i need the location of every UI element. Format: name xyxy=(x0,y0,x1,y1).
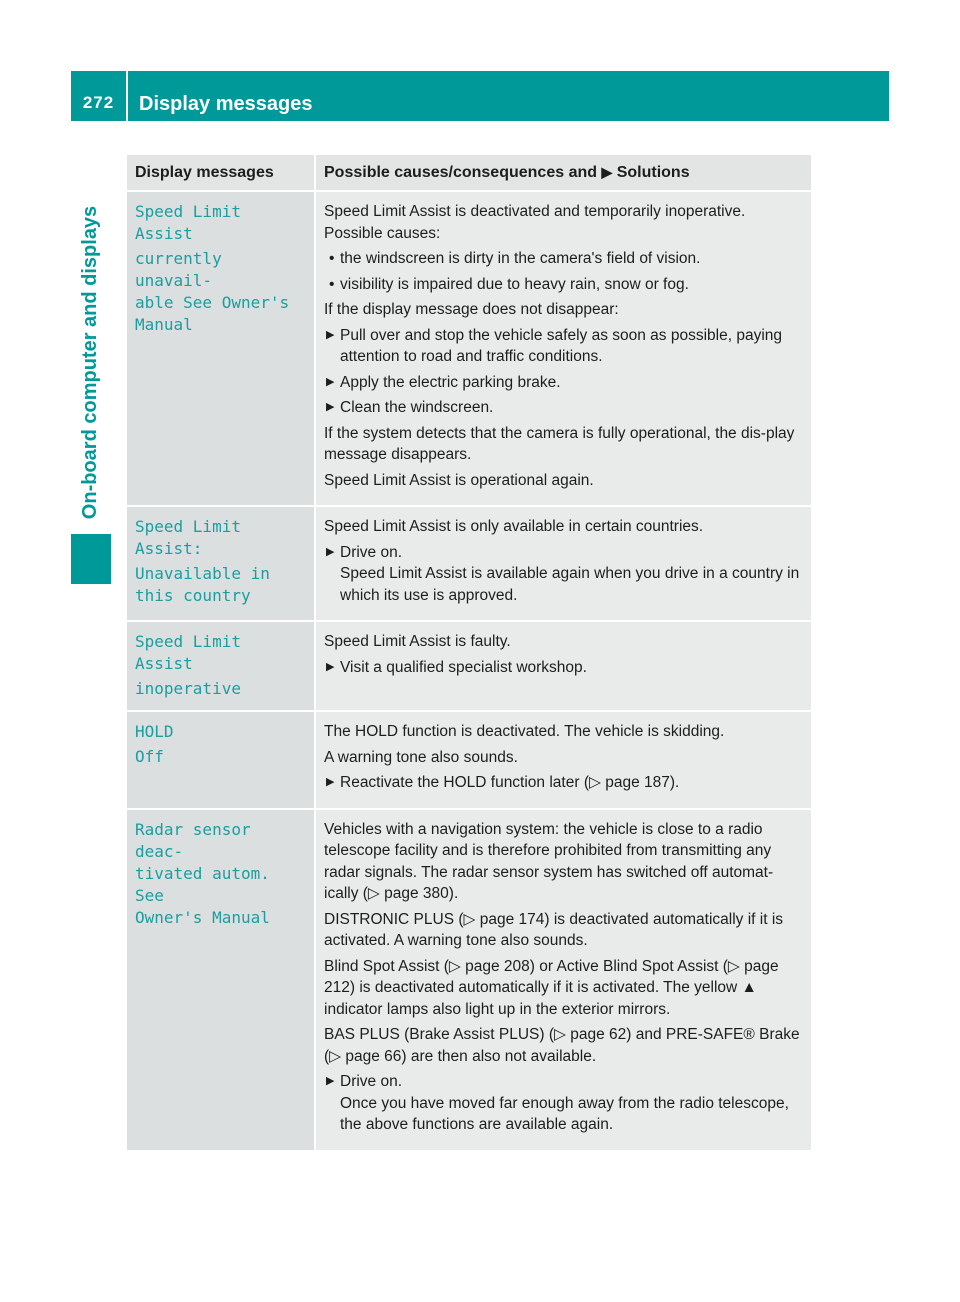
display-message-text: inoperative xyxy=(135,679,241,698)
column-header-solutions xyxy=(315,155,811,191)
action-step xyxy=(324,372,804,394)
step-result-text: Once you have moved far enough away from the radio telescope, the above functions are available again. xyxy=(340,1094,789,1133)
paragraph-text: DISTRONIC PLUS (▷ page 174) is deactivated automatically if it is activated. A warning tone also sounds. xyxy=(324,910,784,949)
table-row xyxy=(127,711,811,809)
paragraph-text: Reactivate the HOLD function later (▷ page 187). xyxy=(340,774,680,791)
paragraph xyxy=(324,423,804,466)
paragraph xyxy=(324,909,804,952)
display-message-text: Radar sensor deac- tivated autom. See Owner's Manual xyxy=(135,819,270,927)
solution-cell xyxy=(315,506,811,621)
paragraph xyxy=(324,470,804,492)
solution-cell xyxy=(315,711,811,809)
page-title: Display messages xyxy=(139,93,313,115)
paragraph-text: A warning tone also sounds. xyxy=(324,748,518,766)
bullet-item xyxy=(324,274,804,296)
message-cell xyxy=(127,191,315,506)
paragraph-text: The HOLD function is deactivated. The vehicle is skidding. xyxy=(324,723,725,740)
bullet-item xyxy=(324,248,804,270)
table-row xyxy=(127,506,811,621)
paragraph xyxy=(324,819,804,905)
display-message-text: Off xyxy=(135,747,164,766)
message-cell xyxy=(127,506,315,621)
action-step xyxy=(324,1071,804,1136)
action-step xyxy=(324,397,804,419)
display-message-text: HOLD xyxy=(135,722,174,741)
solution-cell xyxy=(315,621,811,711)
paragraph xyxy=(324,516,804,538)
message-cell xyxy=(127,809,315,1151)
solution-cell xyxy=(315,809,811,1151)
action-step xyxy=(324,772,804,794)
display-message-text: Speed Limit Assist xyxy=(135,632,241,673)
table-row xyxy=(127,621,811,711)
table-header-row xyxy=(127,155,811,191)
display-message-text: Speed Limit Assist xyxy=(135,202,241,243)
solution-cell xyxy=(315,191,811,506)
side-tab xyxy=(71,140,111,584)
column-header-solutions-suffix: Solutions xyxy=(616,164,690,181)
paragraph-text: Vehicles with a navigation system: the vehicle is close to a radio telescope facility and is therefore prohibited from transmitting any radar signals. The radar sensor system has switched off automat-ically (▷ page 380). xyxy=(324,820,774,902)
paragraph-text: Apply the electric parking brake. xyxy=(340,373,561,391)
paragraph-text: visibility is impaired due to heavy rain, snow or fog. xyxy=(340,275,689,293)
step-arrow-icon: ▶ xyxy=(601,164,613,180)
table-row xyxy=(127,191,811,506)
action-step xyxy=(324,325,804,368)
display-message-text: Unavailable in this country xyxy=(135,564,270,605)
paragraph-text: Pull over and stop the vehicle safely as soon as possible, paying attention to road and traffic conditions. xyxy=(340,326,783,365)
side-tab-label: On-board computer and displays xyxy=(79,205,102,519)
action-step xyxy=(324,657,804,679)
paragraph-text: BAS PLUS (Brake Assist PLUS) (▷ page 62) and PRE-SAFE® Brake (▷ page 66) are then also not available. xyxy=(324,1026,800,1065)
message-cell xyxy=(127,621,315,711)
paragraph-text: the windscreen is dirty in the camera's field of vision. xyxy=(340,250,701,267)
paragraph xyxy=(324,747,804,769)
paragraph-text: Blind Spot Assist (▷ page 208) or Active Blind Spot Assist (▷ page 212) is deactivated automatically if it is activated. The yellow ▲ indicator lamps also light up in the exterior mirrors. xyxy=(324,957,779,1018)
display-messages-table xyxy=(127,155,811,1152)
column-header-solutions-text: Possible causes/consequences and xyxy=(324,164,598,181)
display-message-text: currently unavail- able See Owner's Manual xyxy=(135,249,290,334)
paragraph xyxy=(324,631,804,653)
side-tab-marker xyxy=(71,534,111,584)
paragraph xyxy=(324,1024,804,1067)
paragraph-text: Visit a qualified specialist workshop. xyxy=(340,658,587,676)
step-result-text: Speed Limit Assist is available again when you drive in a country in which its use is approved. xyxy=(340,565,800,604)
paragraph-text: If the system detects that the camera is fully operational, the dis-play message disappears. xyxy=(324,424,795,463)
paragraph-text: Drive on. xyxy=(340,1073,403,1090)
column-header-messages: Display messages xyxy=(127,155,315,191)
table-row xyxy=(127,809,811,1151)
paragraph-text: Speed Limit Assist is faulty. xyxy=(324,633,511,650)
paragraph-text: Clean the windscreen. xyxy=(340,399,494,416)
paragraph xyxy=(324,721,804,743)
message-cell xyxy=(127,711,315,809)
header-separator xyxy=(126,71,128,121)
paragraph-text: If the display message does not disappear: xyxy=(324,301,619,318)
paragraph xyxy=(324,956,804,1021)
paragraph xyxy=(324,201,804,244)
page-number: 272 xyxy=(82,93,115,112)
paragraph-text: Speed Limit Assist is operational again. xyxy=(324,471,594,489)
paragraph-text: Drive on. xyxy=(340,543,403,561)
paragraph xyxy=(324,299,804,321)
action-step xyxy=(324,542,804,607)
paragraph-text: Speed Limit Assist is deactivated and temporarily inoperative. Possible causes: xyxy=(324,203,746,242)
display-message-text: Speed Limit Assist: xyxy=(135,517,241,558)
paragraph-text: Speed Limit Assist is only available in certain countries. xyxy=(324,518,704,535)
